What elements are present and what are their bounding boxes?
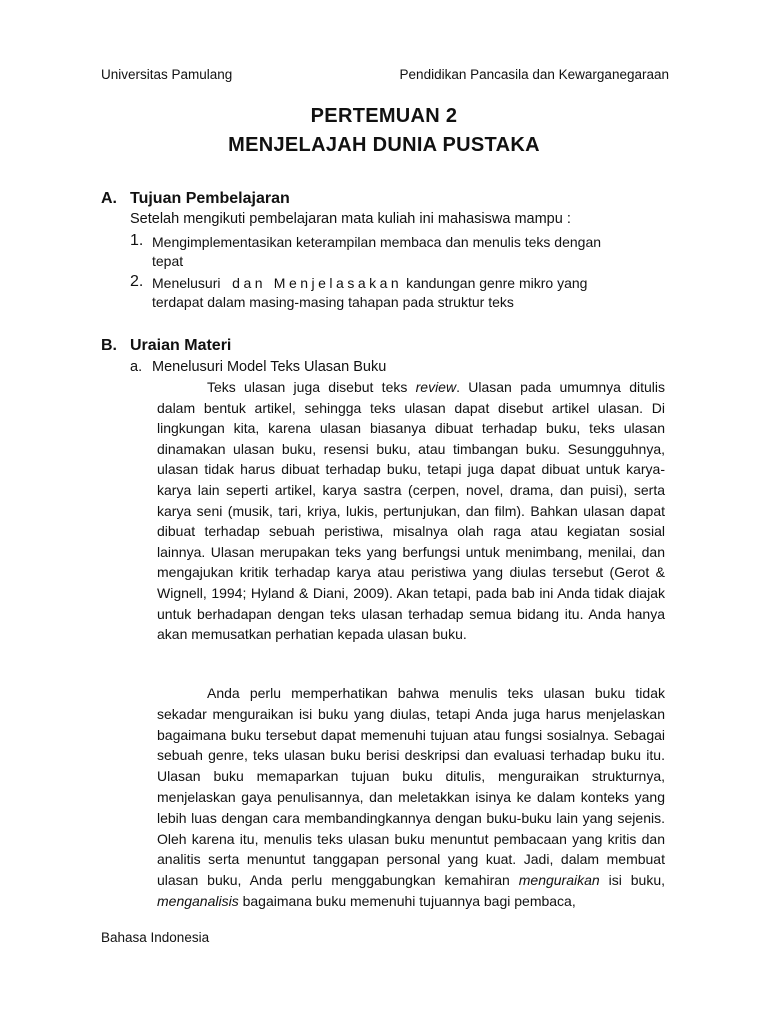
paragraph-2-text-end: bagaimana buku memenuhi tujuannya bagi pembaca, [238,892,576,909]
objective-text: kandungan genre mikro yang [406,275,588,291]
paragraph-1-text-cont: . Ulasan pada umumnya ditulis dalam bentuk artikel, sehingga teks ulasan dapat disebut artikel ulasan. Di lingkungan kita, karena ulasan biasanya dibuat terhadap buku, teks ulasan dinamakan ulasan buku, resensi buku, atau timbangan buku. Sesungguhnya, ulasan tidak harus dibuat terhadap buku, tetapi juga dapat dibuat untuk karya-karya lain seperti artikel, karya sastra (cerpen, novel, drama, dan puisi), serta karya seni (musik, tari, kriya, lukis, pertunjukan, dan film). Bahkan ulasan dapat dibuat terhadap sebuah peristiwa, misalnya olah raga atau kegiatan sosial lainnya. Ulasan merupakan teks yang berfungsi untuk menimbang, menilai, dan mengajukan kritik terhadap karya atau peristiwa yang diulas tersebut (Gerot & Wignell, 1994; Hyland & Diani, 2009). Akan tetapi, pada bab ini Anda tidak diajak untuk berhadapan dengan teks ulasan terhadap semua bidang itu. Anda hanya akan memusatkan perhatian kepada ulasan buku. [157,379,665,643]
page-footer: Bahasa Indonesia [101,930,210,945]
subsection-letter: a. [130,359,143,375]
objective-word-spaced: Menjelasakan [273,275,403,291]
section-b-heading [101,336,231,356]
objective-word: Menelusuri [152,275,221,291]
page-header [101,66,669,83]
section-b-letter: B. [101,337,117,354]
paragraph-1 [157,377,665,645]
paragraph-2-italic-2: menganalisis [157,892,239,909]
objective-word-spaced: dan [232,275,267,291]
objective-number: 1. [130,232,144,249]
section-a-letter: A. [101,190,117,207]
paragraph-2 [157,683,665,912]
objective-item-1 [130,232,670,271]
page-title-line1: PERTEMUAN 2 [310,105,458,127]
paragraph-1-text: Teks ulasan juga disebut teks [207,379,416,395]
section-b-title: Uraian Materi [130,337,232,354]
subsection-title: Menelusuri Model Teks Ulasan Buku [152,359,387,375]
paragraph-2-text: Anda perlu memperhatikan bahwa menulis teks ulasan buku tidak sekadar menguraikan isi buku yang diulas, tetapi Anda juga harus menjelaskan bagaimana buku tersebut dapat memenuhi tujuan atau fungsi sosialnya. Sebagai sebuah genre, teks ulasan buku berisi deskripsi dan evaluasi terhadap buku itu. Ulasan buku memaparkan tujuan buku ditulis, menguraikan strukturnya, menjelaskan gaya penulisannya, dan meletakkan isinya ke dalam konteks yang lebih luas dengan cara membandingkannya dengan buku-buku lain yang sejenis. Oleh karena itu, menulis teks ulasan buku menuntut pembacaan yang kritis dan analitis serta menuntut tanggapan personal yang kuat. Jadi, dalam membuat ulasan buku, Anda perlu menggabungkan kemahiran [157,685,665,889]
section-a-heading [101,189,290,209]
objective-text: Mengimplementasikan keterampilan membaca dan menulis teks dengan [152,234,602,250]
subsection-a-heading [130,358,386,377]
paragraph-1-italic: review [415,379,457,395]
objective-text-cont: terdapat dalam masing-masing tahapan pada struktur teks [152,294,514,310]
paragraph-2-text-cont: isi buku, [599,872,665,889]
objective-number: 2. [130,273,144,290]
section-a-intro: Setelah mengikuti pembelajaran mata kuliah ini mahasiswa mampu : [130,211,571,227]
header-university: Universitas Pamulang [101,67,233,82]
header-course: Pendidikan Pancasila dan Kewarganegaraan [399,67,669,82]
objective-item-2 [130,273,670,312]
paragraph-2-italic: menguraikan [518,872,600,889]
page-title-line2: MENJELAJAH DUNIA PUSTAKA [228,134,540,156]
objective-text-cont: tepat [152,253,184,269]
section-a-title: Tujuan Pembelajaran [130,190,290,207]
